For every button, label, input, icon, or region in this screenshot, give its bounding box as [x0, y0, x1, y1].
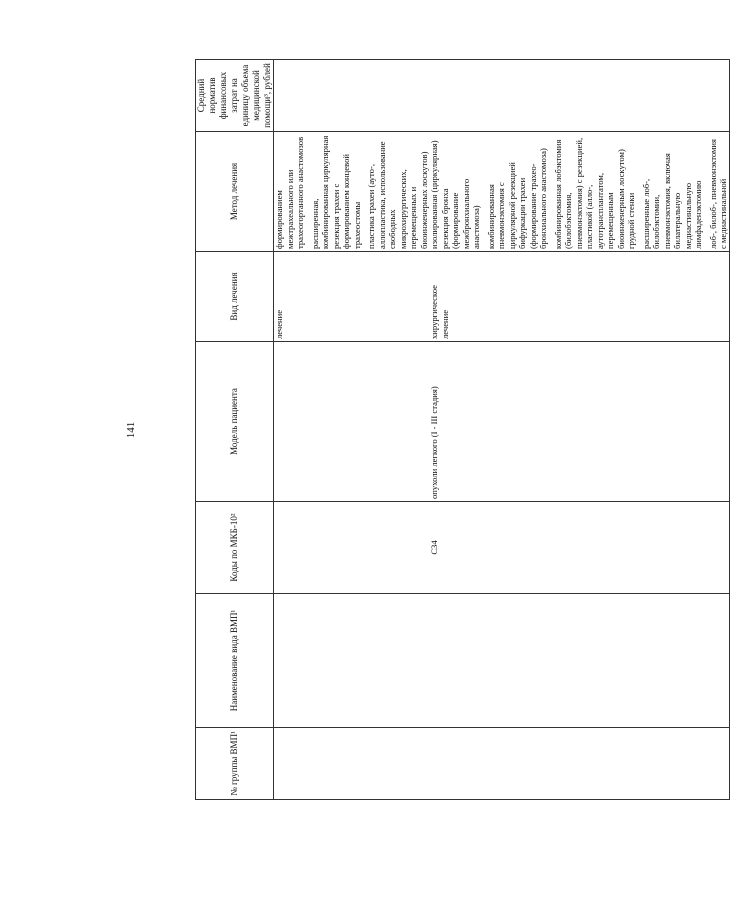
cell-icd-code: С34	[429, 502, 729, 594]
cell-cost	[274, 60, 430, 132]
cell-treatment-methods	[429, 132, 729, 252]
rotated-page	[125, 60, 735, 800]
header-treatment-method: Метод лечения	[196, 132, 274, 252]
method-item: расширенные лоб-, билобэктомии, пневмонэктомия, включая билатеральную медиастинальную лимфаденэктомию	[640, 153, 703, 249]
cell-vmp-name	[274, 594, 430, 728]
cell-icd-code	[274, 502, 430, 594]
method-item: комбинированная пневмонэктомия с циркулярной резекцией бифуркации трахеи (формирование трахео-бронхиального анастомоза)	[485, 148, 548, 249]
table-row	[429, 60, 729, 800]
method-item: формированием межтрахеального или трахеогортанного анастомозов	[274, 136, 305, 249]
cell-cost	[429, 60, 729, 132]
method-item: пластика трахеи (ауто-, аллопластика, использование свободных микрохирургических, перемещенных и биоинженерных лоскутов)	[366, 141, 429, 249]
cell-treatment-type: лечение	[274, 252, 430, 342]
method-item: комбинированная лобэктомия (билобэктомия, пневмонэктомия) с резекцией, пластикой (алло-, аутотрансплантатом, перемещенным биоинженерным лоскутом) грудной стенки	[552, 137, 636, 249]
cell-vmp-name	[429, 594, 729, 728]
method-item: изолированная (циркулярная) резекция бронха (формирование межбронхиального анастомоза)	[429, 140, 481, 249]
header-group-number: № группы ВМП¹	[196, 728, 274, 800]
cell-treatment-methods	[274, 132, 430, 252]
cell-group-number	[274, 728, 430, 800]
cell-group-number	[429, 728, 729, 800]
header-icd-codes: Коды по МКБ-10²	[196, 502, 274, 594]
cell-patient-model	[274, 342, 430, 502]
table-row	[274, 60, 430, 800]
page-number: 141	[125, 421, 137, 439]
method-item: лоб-, билоб-, пневмонэктомия с медиастинальной	[707, 139, 728, 249]
header-patient-model: Модель пациента	[196, 342, 274, 502]
cell-patient-model: опухоли легкого (I - III стадия)	[429, 342, 729, 502]
method-item: расширенная, комбинированная циркулярная резекция трахеи с формированием концевой трахеостомы	[309, 135, 362, 249]
header-vmp-name: Наименование вида ВМП¹	[196, 594, 274, 728]
header-treatment-type: Вид лечения	[196, 252, 274, 342]
table-header-row	[196, 60, 274, 800]
vmp-table	[195, 59, 730, 800]
cell-treatment-type: хирургическое лечение	[429, 252, 729, 342]
header-cost-standard: Средний норматив финансовых затрат на единицу объема медицинской помощи³, рублей	[196, 60, 274, 132]
